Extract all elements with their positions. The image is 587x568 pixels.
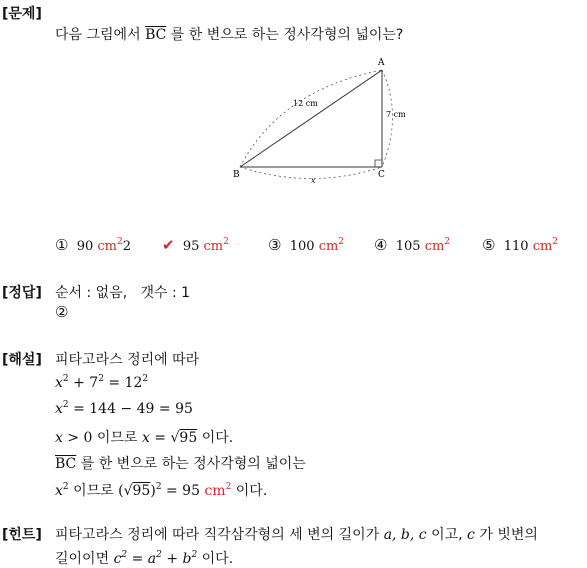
hint-line-1: 피타고라스 정리에 따라 직각삼각형의 세 변의 길이가 a, b, c 이고, c 가 빗변의: [55, 527, 538, 543]
option-unit: $cm^2$: [97, 237, 123, 254]
segment-bc: $\overline{BC}$: [55, 456, 77, 472]
option-number: ③: [268, 236, 282, 254]
explanation-line-1: 피타고라스 정리에 따라: [55, 352, 200, 368]
vertex-b-label: B: [233, 170, 240, 180]
unit-cm2: $cm^2$: [204, 482, 232, 499]
problem-tag: [문제]: [2, 6, 42, 22]
problem-question: [55, 24, 403, 44]
question-suffix: 를 한 변으로 하는 정사각형의 넓이는?: [170, 27, 404, 43]
answer-info: 순서 : 없음, 갯수 : 1: [55, 285, 191, 301]
option-value: 100: [289, 239, 315, 254]
option-unit: $cm^2$: [424, 237, 451, 254]
option-5[interactable]: [482, 236, 558, 254]
hint-line-2: 길이이면 $c^2 = a^2 + b^2$ 이다.: [55, 550, 234, 567]
option-number: ⑤: [482, 236, 496, 254]
answer-tag: [정답]: [2, 285, 42, 301]
option-value: 110: [503, 239, 529, 254]
option-value: 90: [76, 239, 94, 254]
explanation-tag: [해설]: [2, 352, 42, 368]
vertex-a-label: A: [378, 58, 385, 68]
pythagorean-equation: $c^2 = a^2 + b^2$: [113, 550, 198, 567]
question-prefix: 다음 그림에서: [55, 27, 141, 43]
option-4[interactable]: [374, 236, 450, 254]
option-value: 95: [182, 239, 200, 254]
side-ab: [240, 70, 382, 167]
option-2[interactable]: [162, 236, 229, 254]
explanation-line-5: $\overline{BC}$ 를 한 변으로 하는 정사각형의 넓이는: [55, 456, 306, 472]
label-bc: x: [311, 176, 316, 185]
equation-2: $x^2 = 144 - 49 = 95$: [55, 400, 193, 417]
option-value: 105: [395, 239, 421, 254]
triangle-figure: [225, 55, 415, 185]
option-unit: $cm^2$: [532, 237, 559, 254]
option-1[interactable]: [55, 236, 131, 254]
label-ac: 7 cm: [386, 110, 406, 119]
right-angle-mark: [375, 160, 382, 167]
explanation-line-6: $x^2$ 이므로 $(√95)^2 = 95$ $cm^2$ 이다.: [55, 482, 268, 499]
option-unit: $cm^2$: [318, 237, 345, 254]
option-trailing: 2: [122, 239, 132, 254]
option-number: ④: [374, 236, 388, 254]
hint-tag: [힌트]: [2, 527, 42, 543]
equation-1: $x^2 + 7^2 = 12^2$: [55, 374, 149, 391]
sqrt-icon: √: [123, 483, 133, 499]
option-unit: $cm^2$: [203, 237, 229, 254]
segment-bc: $\overline{BC}$: [145, 27, 167, 43]
option-3[interactable]: [268, 236, 344, 254]
option-number: ①: [55, 236, 69, 254]
explanation-line-4: x > 0 이므로 x = √95 이다.: [55, 430, 234, 446]
answer-choice: ②: [55, 303, 69, 321]
check-icon: ✔: [162, 236, 175, 254]
sqrt-icon: √: [170, 430, 180, 446]
vertex-c-label: C: [378, 170, 385, 180]
label-ab: 12 cm: [293, 99, 318, 108]
